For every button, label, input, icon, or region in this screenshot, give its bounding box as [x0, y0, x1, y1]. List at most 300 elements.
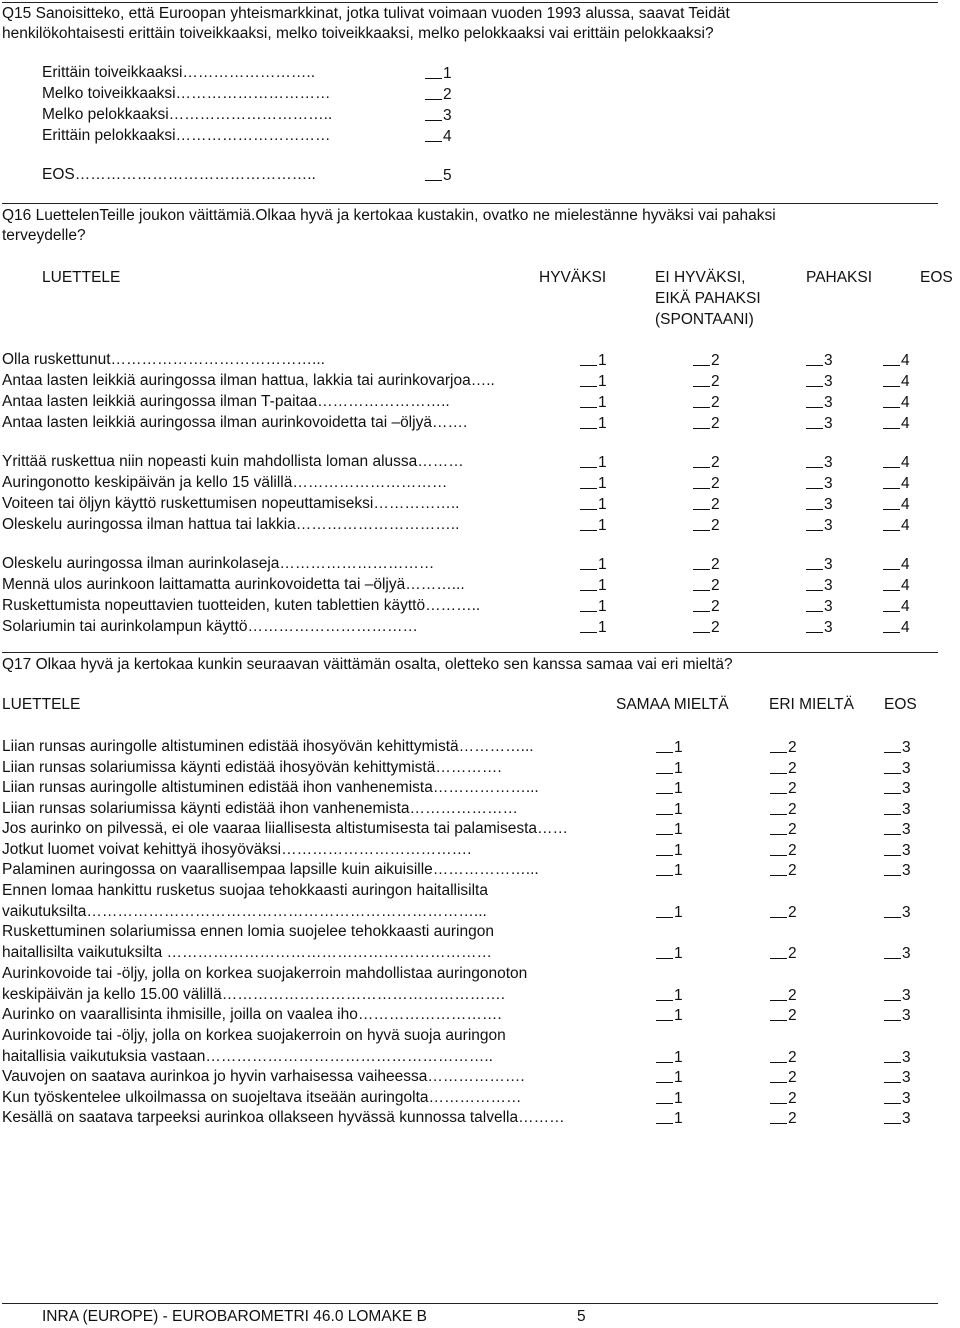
- q16-code: [883, 596, 910, 617]
- answer-blank: [656, 778, 673, 794]
- answer-blank: [770, 799, 787, 815]
- answer-blank: [806, 413, 823, 429]
- q17-code: [770, 819, 797, 840]
- q16-code: [693, 515, 720, 536]
- answer-blank: [770, 819, 787, 835]
- q15-option-code: 5: [425, 165, 452, 186]
- q16-code: [883, 473, 910, 494]
- code-value: 1: [674, 903, 683, 921]
- answer-blank: [883, 452, 900, 468]
- answer-blank: [884, 1108, 901, 1124]
- q16-code: [883, 413, 910, 434]
- code-value: 3: [902, 1048, 911, 1066]
- code-value: 4: [901, 373, 910, 390]
- q16-code: [883, 515, 910, 536]
- answer-blank: [656, 799, 673, 815]
- q17-item-label: Aurinko on vaarallisinta ihmisille, joilla on vaalea iho……………………….: [2, 1006, 502, 1023]
- q17-code: [770, 1005, 797, 1026]
- code-value: 3: [902, 800, 911, 818]
- q17-code: [656, 943, 683, 964]
- code-value: 3: [902, 862, 911, 879]
- q17-header-dk: EOS: [884, 696, 917, 713]
- answer-blank: [770, 758, 787, 774]
- answer-blank: [883, 554, 900, 570]
- answer-blank: [884, 1088, 901, 1104]
- code-value: 2: [711, 352, 720, 369]
- code-value: 3: [824, 475, 833, 492]
- answer-blank: [884, 1047, 901, 1063]
- answer-blank: [884, 778, 901, 794]
- q16-code: [693, 473, 720, 494]
- answer-blank: [883, 350, 900, 366]
- top-rule: [2, 2, 938, 3]
- q17-code: [770, 778, 797, 799]
- q17-code: [884, 1067, 911, 1088]
- q15-option-code: 4: [425, 126, 452, 147]
- code-value: 1: [674, 759, 683, 777]
- code-value: 3: [824, 373, 833, 390]
- q16-code: [693, 452, 720, 473]
- answer-blank: [770, 943, 787, 959]
- code-value: 1: [598, 415, 607, 432]
- q16-item-label: Olla ruskettunut…………………………………...: [2, 351, 325, 368]
- code-value: 3: [902, 759, 911, 777]
- q17-code: [770, 840, 797, 861]
- code-value: 1: [674, 800, 683, 818]
- q17-code: [656, 1005, 683, 1026]
- q17-header-disagree: ERI MIELTÄ: [769, 696, 854, 713]
- q16-code: [693, 596, 720, 617]
- q16-question-line-1: Q16 LuettelenTeille joukon väittämiä.Olkaa hyvä ja kertokaa kustakin, ovatko ne mielestänne hyväksi vai pahaksi: [2, 207, 776, 224]
- code-value: 1: [598, 556, 607, 573]
- answer-blank: [884, 985, 901, 1001]
- answer-blank: [806, 617, 823, 633]
- q16-code: [883, 350, 910, 371]
- q17-code: [884, 758, 911, 779]
- q17-code: [884, 840, 911, 861]
- q15-option-label: EOS………………………………………..: [42, 166, 316, 183]
- code-value: 4: [901, 517, 910, 534]
- q17-code: [884, 902, 911, 923]
- answer-blank: [580, 350, 597, 366]
- answer-blank: [883, 596, 900, 612]
- code-value: 4: [901, 352, 910, 369]
- q16-rule: [2, 203, 938, 204]
- q17-code: [884, 778, 911, 799]
- q17-code: [770, 1067, 797, 1088]
- q17-code: [884, 737, 911, 758]
- q16-code: [580, 413, 607, 434]
- q16-code: [580, 371, 607, 392]
- q17-item-label: Liian runsas auringolle altistuminen edistää ihosyövän kehittymistä…………...: [2, 738, 534, 755]
- code-value: 1: [598, 475, 607, 492]
- q17-item-label: Jotkut luomet voivat kehittyä ihosyöväksi……………………………….: [2, 840, 472, 858]
- q16-code: [806, 515, 833, 536]
- q17-code: [884, 943, 911, 964]
- answer-blank: [883, 392, 900, 408]
- q16-code: [580, 575, 607, 596]
- answer-blank: [580, 596, 597, 612]
- code-value: 3: [902, 986, 911, 1004]
- q16-code: [580, 350, 607, 371]
- code-value: 4: [901, 619, 910, 636]
- code-value: 2: [711, 454, 720, 471]
- q16-code: [580, 473, 607, 494]
- answer-blank: [884, 1067, 901, 1083]
- answer-blank: [656, 758, 673, 774]
- answer-blank: [693, 473, 710, 489]
- q17-code: [884, 1047, 911, 1068]
- q17-item-label-cont: haitallisilta vaikutuksilta ………………………………………………………: [2, 944, 493, 961]
- q16-code: [580, 392, 607, 413]
- q16-code: [806, 473, 833, 494]
- answer-blank: [806, 392, 823, 408]
- q17-item-label: Aurinkovoide tai -öljy, jolla on korkea suojakerroin mahdollistaa auringonoton: [2, 964, 528, 982]
- q17-header-agree: SAMAA MIELTÄ: [616, 696, 729, 713]
- code-value: 3: [902, 945, 911, 962]
- q15-option-label: Erittäin pelokkaaksi…………………………: [42, 127, 331, 144]
- answer-blank: [770, 902, 787, 918]
- answer-blank: [656, 943, 673, 959]
- code-value: 4: [901, 577, 910, 594]
- q17-item-label: Kesällä on saatava tarpeeksi aurinkoa ollakseen hyvässä kunnossa talvella………: [2, 1109, 565, 1126]
- answer-blank: [883, 617, 900, 633]
- q17-code: [656, 737, 683, 758]
- q17-code: [770, 799, 797, 820]
- code-value: 2: [788, 780, 797, 797]
- q17-item-label-cont: keskipäivän ja kello 15.00 välillä……………………………………………….: [2, 985, 506, 1003]
- answer-blank: [770, 1005, 787, 1021]
- answer-blank: [806, 554, 823, 570]
- q16-code: [883, 575, 910, 596]
- code-value: 2: [711, 415, 720, 432]
- q16-item-label: Oleskelu auringossa ilman aurinkolaseja…………………………: [2, 555, 435, 572]
- answer-blank: [883, 515, 900, 531]
- code-value: 2: [788, 1069, 797, 1086]
- code-value: 3: [824, 394, 833, 411]
- q16-item-label: Antaa lasten leikkiä auringossa ilman hattua, lakkia tai aurinkovarjoa…..: [2, 372, 495, 389]
- code-value: 1: [598, 619, 607, 636]
- answer-blank: [580, 413, 597, 429]
- answer-blank: [580, 515, 597, 531]
- q17-code: [656, 985, 683, 1006]
- q16-code: [806, 392, 833, 413]
- footer-text: INRA (EUROPE) - EUROBAROMETRI 46.0 LOMAKE B: [42, 1308, 427, 1325]
- answer-blank: [883, 473, 900, 489]
- q17-item-label: Palaminen auringossa on vaarallisempaa lapsille kuin aikuisille………………...: [2, 861, 539, 878]
- q16-code: [806, 617, 833, 638]
- q17-code: [656, 1108, 683, 1129]
- code-value: 3: [902, 739, 911, 756]
- q17-item-label-cont: haitallisia vaikutuksia vastaan………………………………………………..: [2, 1047, 493, 1065]
- q16-item-label: Ruskettumista nopeuttavien tuotteiden, kuten tablettien käyttö………..: [2, 597, 481, 614]
- code-value: 1: [674, 1007, 683, 1024]
- q17-code: [656, 758, 683, 779]
- q17-rule: [2, 652, 938, 653]
- code-value: 2: [788, 821, 797, 838]
- q16-item-label: Solariumin tai aurinkolampun käyttö……………………………: [2, 618, 419, 635]
- code-value: 2: [711, 475, 720, 492]
- q17-code: [656, 1047, 683, 1068]
- code-value: 1: [674, 986, 683, 1004]
- answer-blank: [656, 902, 673, 918]
- q17-code: [884, 819, 911, 840]
- q16-header-dk: EOS: [920, 269, 953, 286]
- q16-item-label: Voiteen tai öljyn käyttö ruskettumisen nopeuttamiseksi……………..: [2, 495, 460, 512]
- code-value: 1: [674, 821, 683, 838]
- code-value: 2: [711, 577, 720, 594]
- answer-blank: [884, 819, 901, 835]
- answer-blank: [883, 413, 900, 429]
- q17-code: [656, 860, 683, 881]
- code-value: 3: [824, 598, 833, 615]
- q16-header-neither-3: (SPONTAANI): [655, 311, 754, 328]
- q16-header-bad: PAHAKSI: [806, 269, 873, 286]
- code-value: 2: [711, 373, 720, 390]
- code-value: 1: [674, 1048, 683, 1066]
- answer-blank: [693, 515, 710, 531]
- q17-code: [770, 860, 797, 881]
- code-value: 1: [598, 598, 607, 615]
- q16-header-good: HYVÄKSI: [539, 269, 607, 286]
- answer-blank: [770, 1108, 787, 1124]
- q16-code: [693, 371, 720, 392]
- q16-code: [580, 554, 607, 575]
- q17-item-label-cont: vaikutuksilta…………………………………………………………………...: [2, 902, 487, 920]
- q16-item-label: Antaa lasten leikkiä auringossa ilman aurinkovoidetta tai –öljyä…….: [2, 414, 468, 431]
- q15-option-code: 3: [425, 105, 452, 126]
- q17-code: [770, 737, 797, 758]
- code-value: 3: [824, 619, 833, 636]
- answer-blank: [580, 371, 597, 387]
- answer-blank: [770, 985, 787, 1001]
- code-value: 3: [902, 1007, 911, 1024]
- answer-blank: [806, 575, 823, 591]
- code-value: 3: [902, 780, 911, 797]
- code-value: 1: [598, 352, 607, 369]
- q16-code: [580, 515, 607, 536]
- code-value: 3: [824, 556, 833, 573]
- q17-code: [770, 1088, 797, 1109]
- answer-blank: [693, 392, 710, 408]
- answer-blank: [883, 371, 900, 387]
- code-value: 4: [901, 394, 910, 411]
- answer-blank: [693, 413, 710, 429]
- code-value: 2: [788, 841, 797, 859]
- code-value: 2: [788, 986, 797, 1004]
- code-value: 2: [788, 945, 797, 962]
- code-value: 1: [674, 862, 683, 879]
- q16-header-neither-1: EI HYVÄKSI,: [655, 269, 746, 286]
- q16-code: [883, 392, 910, 413]
- code-value: 3: [824, 577, 833, 594]
- code-value: 2: [788, 1089, 797, 1107]
- answer-blank: [656, 819, 673, 835]
- q17-code: [770, 1047, 797, 1068]
- answer-blank: [884, 1005, 901, 1021]
- code-value: 1: [674, 1069, 683, 1086]
- q16-code: [806, 413, 833, 434]
- code-value: 3: [824, 454, 833, 471]
- code-value: 1: [674, 739, 683, 756]
- code-value: 3: [902, 1110, 911, 1127]
- code-value: 1: [598, 373, 607, 390]
- answer-blank: [693, 575, 710, 591]
- q17-code: [656, 778, 683, 799]
- q16-code: [806, 596, 833, 617]
- q17-code: [770, 758, 797, 779]
- code-value: 2: [788, 1007, 797, 1024]
- code-value: 3: [902, 841, 911, 859]
- code-value: 2: [711, 598, 720, 615]
- q16-code: [806, 494, 833, 515]
- code-value: 2: [788, 739, 797, 756]
- q16-code: [883, 554, 910, 575]
- code-value: 2: [788, 800, 797, 818]
- answer-blank: [580, 494, 597, 510]
- answer-blank: [693, 494, 710, 510]
- answer-blank: [693, 371, 710, 387]
- q17-code: [770, 902, 797, 923]
- code-value: 1: [598, 577, 607, 594]
- answer-blank: [770, 840, 787, 856]
- q16-code: [693, 617, 720, 638]
- q16-header-neither-2: EIKÄ PAHAKSI: [655, 290, 761, 307]
- code-value: 1: [674, 841, 683, 859]
- code-value: 1: [598, 496, 607, 513]
- q16-code: [580, 494, 607, 515]
- answer-blank: [580, 473, 597, 489]
- answer-blank: [656, 860, 673, 876]
- answer-blank: [656, 1067, 673, 1083]
- q17-code: [884, 799, 911, 820]
- answer-blank: [693, 617, 710, 633]
- answer-blank: [580, 392, 597, 408]
- answer-blank: [884, 737, 901, 753]
- answer-blank: [806, 494, 823, 510]
- code-value: 3: [824, 352, 833, 369]
- code-value: 2: [711, 517, 720, 534]
- answer-blank: [884, 943, 901, 959]
- q16-code: [806, 554, 833, 575]
- answer-blank: [884, 799, 901, 815]
- q16-item-label: Auringonotto keskipäivän ja kello 15 välillä…………………………: [2, 474, 448, 491]
- code-value: 3: [824, 415, 833, 432]
- answer-blank: [693, 596, 710, 612]
- answer-blank: [883, 494, 900, 510]
- q17-code: [656, 819, 683, 840]
- q15-option-label: Melko toiveikkaaksi…………………………: [42, 85, 331, 102]
- answer-blank: [656, 1005, 673, 1021]
- answer-blank: [693, 554, 710, 570]
- q16-code: [693, 494, 720, 515]
- code-value: 1: [674, 1110, 683, 1127]
- answer-blank: [806, 515, 823, 531]
- q17-code: [884, 860, 911, 881]
- answer-blank: [656, 737, 673, 753]
- code-value: 3: [902, 1089, 911, 1107]
- answer-blank: [580, 617, 597, 633]
- q16-code: [883, 494, 910, 515]
- footer-rule: [2, 1303, 938, 1304]
- code-value: 4: [901, 475, 910, 492]
- q16-code: [693, 350, 720, 371]
- answer-blank: [883, 575, 900, 591]
- q17-code: [656, 902, 683, 923]
- code-value: 1: [598, 394, 607, 411]
- answer-blank: [656, 1088, 673, 1104]
- answer-blank: [770, 1088, 787, 1104]
- q15-question-line-2: henkilökohtaisesti erittäin toiveikkaaksi, melko toiveikkaaksi, melko pelokkaaksi vai erittäin pelokkaaksi?: [2, 25, 714, 42]
- code-value: 2: [711, 619, 720, 636]
- code-value: 4: [901, 598, 910, 615]
- q17-item-label: Aurinkovoide tai -öljy, jolla on korkea suojakerroin on hyvä suoja auringon: [2, 1026, 506, 1044]
- q17-item-label: Ennen lomaa hankittu rusketus suojaa tehokkaasti auringon haitallisilta: [2, 881, 488, 899]
- q16-code: [806, 371, 833, 392]
- code-value: 2: [711, 496, 720, 513]
- code-value: 3: [902, 821, 911, 838]
- q17-code: [884, 1108, 911, 1129]
- q17-code: [656, 799, 683, 820]
- answer-blank: [770, 737, 787, 753]
- q16-code: [693, 413, 720, 434]
- code-value: 2: [711, 556, 720, 573]
- code-value: 3: [902, 903, 911, 921]
- answer-blank: [770, 1067, 787, 1083]
- answer-blank: [806, 452, 823, 468]
- answer-blank: [806, 371, 823, 387]
- q17-code: [656, 1067, 683, 1088]
- answer-blank: [806, 596, 823, 612]
- q17-code: [656, 1088, 683, 1109]
- code-value: 2: [788, 759, 797, 777]
- answer-blank: [656, 1047, 673, 1063]
- code-value: 2: [788, 862, 797, 879]
- q17-header-list: LUETTELE: [2, 696, 81, 713]
- code-value: 2: [711, 394, 720, 411]
- q17-item-label: Liian runsas auringolle altistuminen edistää ihon vanhenemista………………...: [2, 779, 539, 796]
- page-number: 5: [577, 1308, 586, 1325]
- answer-blank: [884, 758, 901, 774]
- q17-code: [884, 1088, 911, 1109]
- answer-blank: [770, 778, 787, 794]
- q15-option-code: 2: [425, 84, 452, 105]
- answer-blank: [580, 554, 597, 570]
- q17-code: [884, 985, 911, 1006]
- q16-code: [806, 575, 833, 596]
- answer-blank: [884, 860, 901, 876]
- answer-blank: [656, 1108, 673, 1124]
- answer-blank: [656, 985, 673, 1001]
- q17-code: [770, 1108, 797, 1129]
- answer-blank: [693, 452, 710, 468]
- q16-code: [806, 350, 833, 371]
- code-value: 2: [788, 903, 797, 921]
- q15-option-code: 1: [425, 63, 452, 84]
- code-value: 3: [824, 496, 833, 513]
- q17-item-label: Vauvojen on saatava aurinkoa jo hyvin varhaisessa vaiheessa……………….: [2, 1068, 525, 1085]
- answer-blank: [770, 860, 787, 876]
- q16-item-label: Mennä ulos aurinkoon laittamatta aurinkovoidetta tai –öljyä………...: [2, 576, 465, 593]
- q16-code: [693, 392, 720, 413]
- q15-option-label: Melko pelokkaaksi…………………………..: [42, 106, 333, 123]
- q16-code: [693, 575, 720, 596]
- q16-code: [693, 554, 720, 575]
- answer-blank: [806, 350, 823, 366]
- code-value: 3: [824, 517, 833, 534]
- answer-blank: [580, 452, 597, 468]
- q16-code: [883, 371, 910, 392]
